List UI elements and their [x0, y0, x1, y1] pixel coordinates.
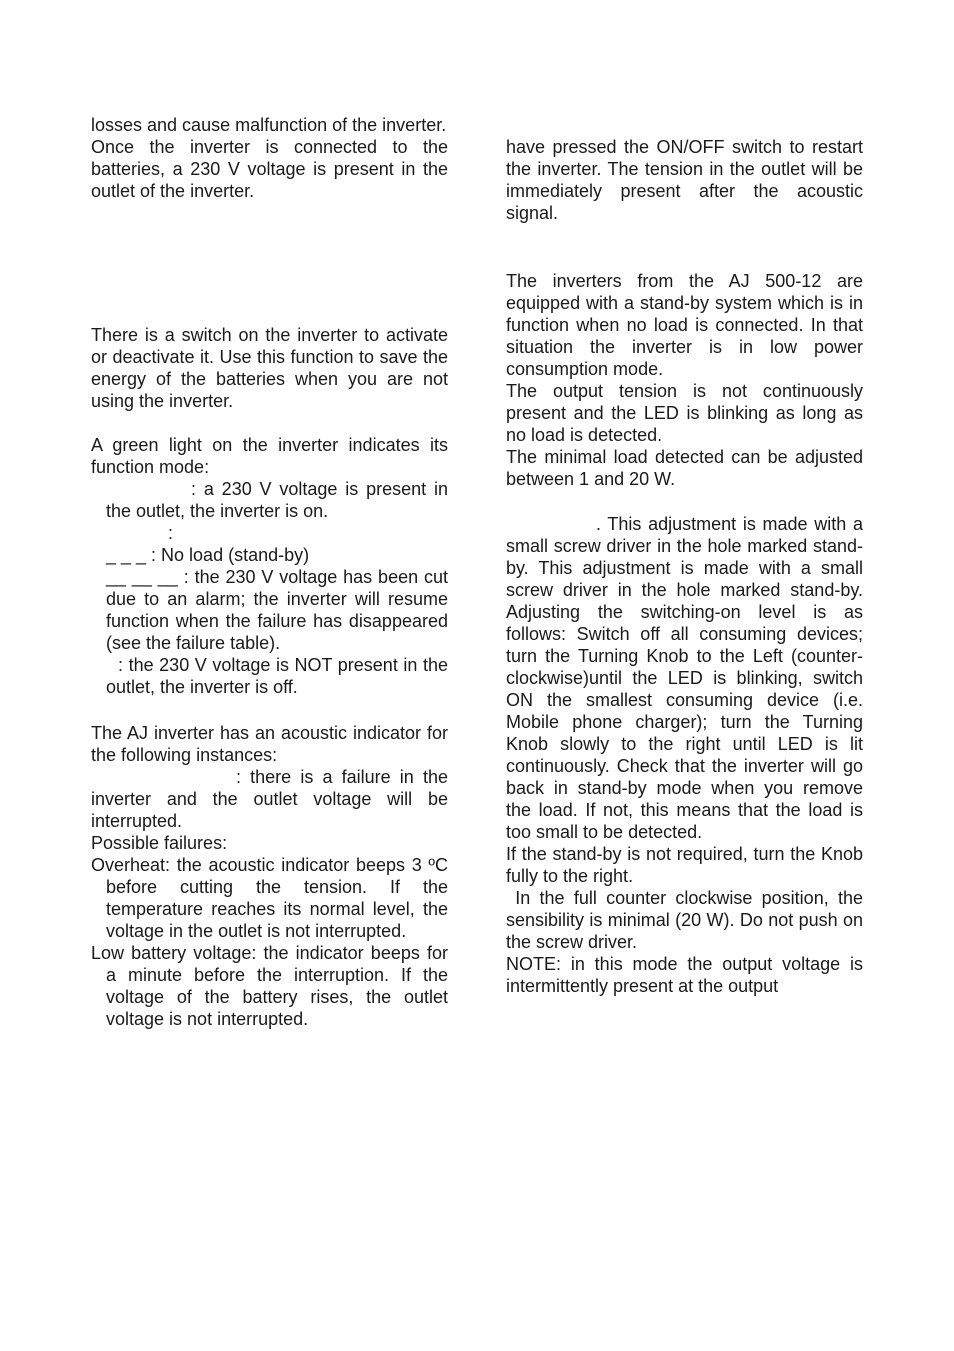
- intro-block: [91, 114, 448, 202]
- paragraph: A green light on the inverter indicates its function mode:: [91, 435, 448, 477]
- paragraph: The AJ inverter has an acoustic indicator for the following instances:: [91, 723, 448, 765]
- paragraph: losses and cause malfunction of the inverter.: [91, 115, 447, 135]
- adjustment-block: [506, 513, 869, 997]
- paragraph: In the full counter clockwise position, the sensibility is minimal (20 W). Do not push on the screw driver.: [506, 888, 869, 952]
- paragraph: If the stand-by is not required, turn the Knob fully to the right.: [506, 844, 863, 886]
- led-block: [91, 434, 448, 698]
- paragraph: There is a switch on the inverter to activate or deactivate it. Use this function to save the energy of the batteries when you are not using the inverter.: [91, 325, 448, 411]
- paragraph: The output tension is not continuously present and the LED is blinking as long as no load is detected.: [506, 381, 863, 445]
- low-battery-item: Low battery voltage: the indicator beeps for a minute before the interruption. If the voltage of the battery rises, the outlet voltage is not interrupted.: [91, 943, 448, 1029]
- paragraph: have pressed the ON/OFF switch to restart the inverter. The tension in the outlet will be immediately present after the acoustic signal.: [506, 137, 863, 223]
- led-on-item: : a 230 V voltage is present in the outlet, the inverter is on.: [106, 479, 448, 521]
- led-standby-item: _ _ _ : No load (stand-by): [106, 545, 310, 565]
- led-alarm-item: __ __ __ : the 230 V voltage has been cut due to an alarm; the inverter will resume function when the failure has disappeared (see the failure table).: [106, 567, 448, 653]
- acoustic-block: [91, 722, 448, 1030]
- switch-block: [91, 324, 448, 412]
- paragraph: Once the inverter is connected to the batteries, a 230 V voltage is present in the outlet of the inverter.: [91, 137, 448, 201]
- paragraph: . This adjustment is made with a small screw driver in the hole marked stand-by. This adjustment is made with a small screw driver in the hole marked stand-by. Adjusting the switching-on level is as follows: Switch off all consuming devices; turn the Turning Knob to the Left (counter-clockwise)until the LED is blinking, switch ON the smallest consuming device (i.e. Mobile phone charger); turn the Turning Knob slowly to the right until LED is lit continuously. Check that the inverter will go back in stand-by mode when you remove the load. If not, this means that the load is too small to be detected.: [506, 514, 863, 842]
- overheat-item: Overheat: the acoustic indicator beeps 3 ºC before cutting the tension. If the temperature reaches its normal level, the voltage in the outlet is not interrupted.: [91, 855, 448, 941]
- acoustic-failure-item: : there is a failure in the inverter and the outlet voltage will be interrupted.: [91, 767, 448, 831]
- restart-block: [506, 136, 863, 224]
- paragraph: The minimal load detected can be adjusted between 1 and 20 W.: [506, 447, 863, 489]
- led-blink-label: :: [168, 523, 174, 543]
- paragraph: NOTE: in this mode the output voltage is intermittently present at the output: [506, 954, 863, 996]
- paragraph: The inverters from the AJ 500-12 are equipped with a stand-by system which is in function when no load is connected. In that situation the inverter is in low power consumption mode.: [506, 271, 863, 379]
- led-off-item: : the 230 V voltage is NOT present in the outlet, the inverter is off.: [106, 655, 448, 697]
- standby-block: [506, 270, 863, 490]
- possible-failures-label: Possible failures:: [91, 833, 228, 853]
